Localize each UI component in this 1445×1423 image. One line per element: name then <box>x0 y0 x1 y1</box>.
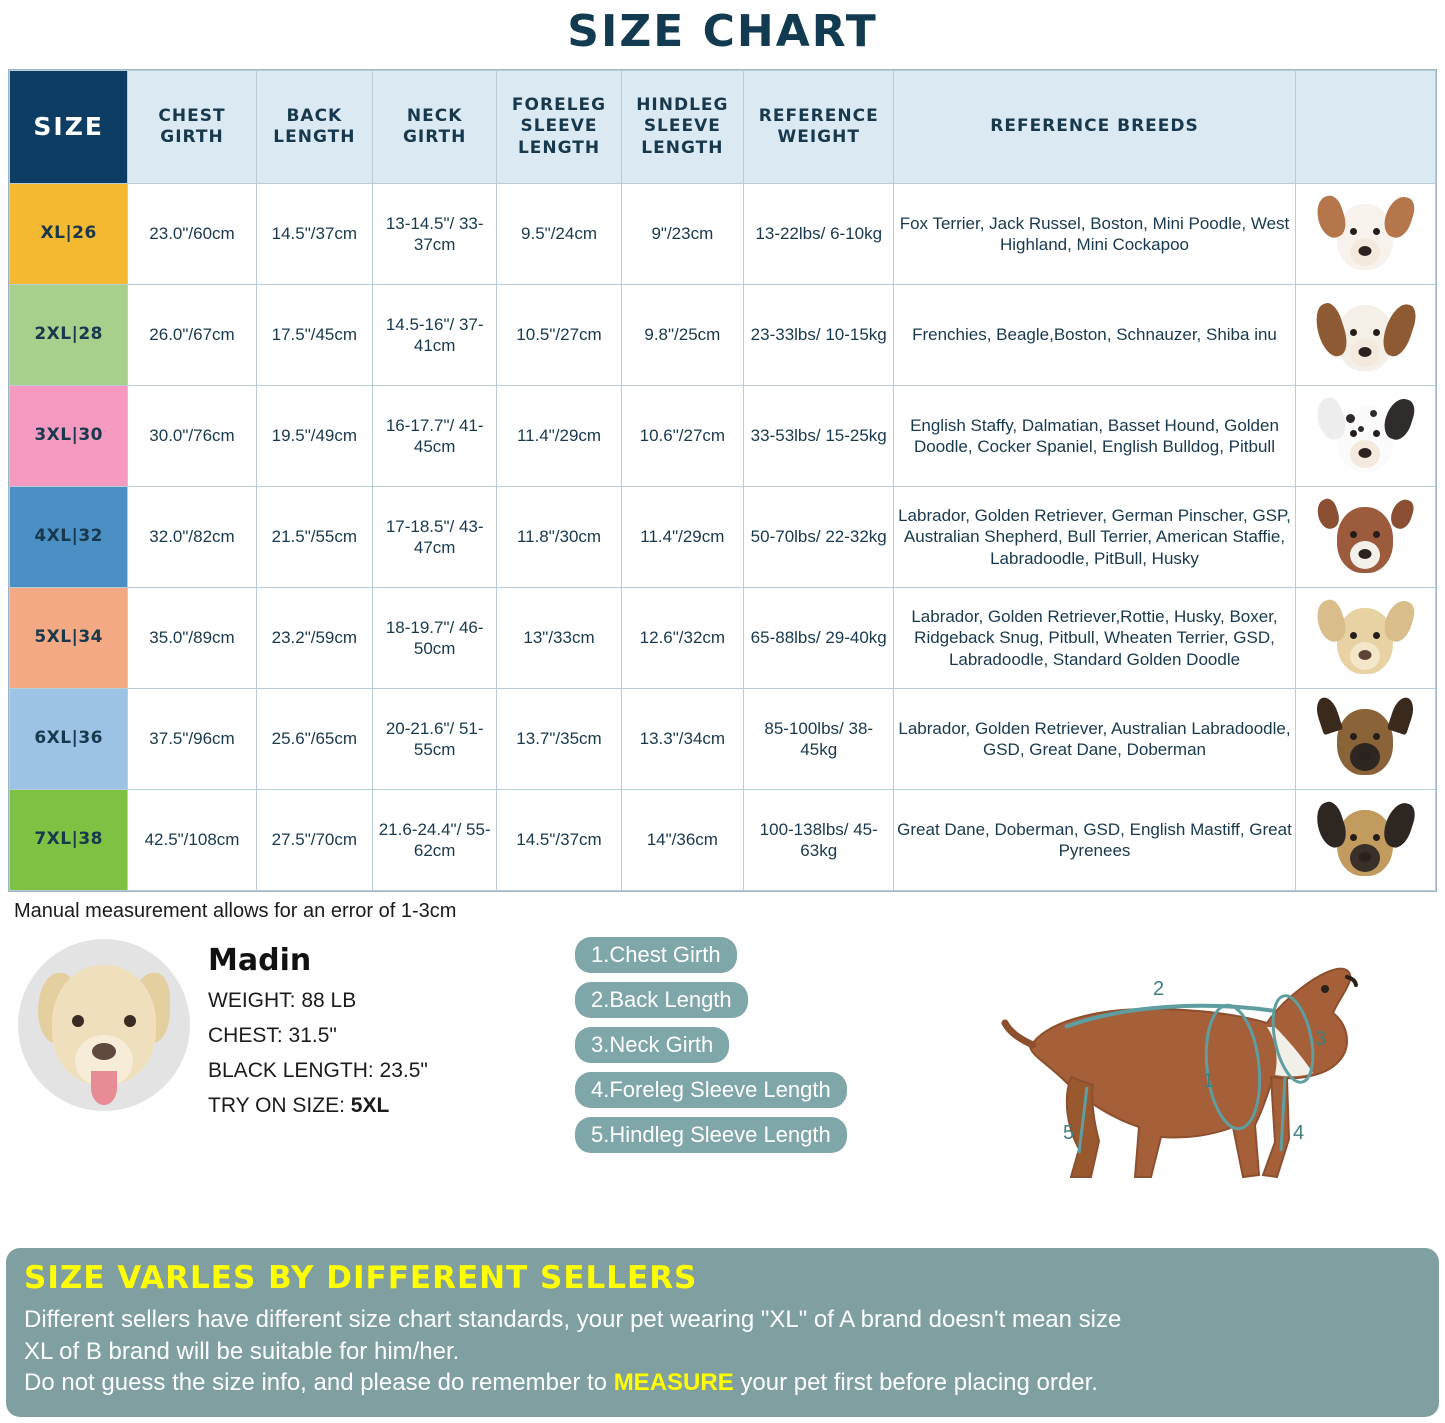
pet-chest: CHEST: 31.5" <box>208 1024 337 1047</box>
foreleg-value: 13"/33cm <box>497 588 621 689</box>
jack-russell-terrier-photo <box>1306 190 1424 278</box>
back-value: 27.5"/70cm <box>256 790 372 891</box>
labrador-photo <box>1306 594 1424 682</box>
weight-value: 65-88lbs/ 29-40kg <box>744 588 894 689</box>
back-value: 25.6"/65cm <box>256 689 372 790</box>
banner-line-3-post: your pet first before placing order. <box>733 1369 1098 1397</box>
weight-value: 100-138lbs/ 45-63kg <box>744 790 894 891</box>
dalmatian-photo <box>1306 392 1424 480</box>
table-body <box>10 184 1436 891</box>
legend-item-hindleg-sleeve-length: 5.Hindleg Sleeve Length <box>575 1117 847 1153</box>
banner-line-3 <box>24 1367 1421 1399</box>
diagram-label-1: 1 <box>1203 1070 1215 1092</box>
chest-value: 32.0"/82cm <box>128 487 256 588</box>
chest-value: 42.5"/108cm <box>128 790 256 891</box>
neck-value: 16-17.7"/ 41-45cm <box>373 386 497 487</box>
banner-line-1: Different sellers have different size chart standards, your pet wearing "XL" of A brand doesn't mean size <box>24 1305 1122 1333</box>
hindleg-value: 10.6"/27cm <box>621 386 743 487</box>
breed-photo-cell <box>1295 184 1435 285</box>
neck-value: 18-19.7"/ 46-50cm <box>373 588 497 689</box>
size-label: 4XL|32 <box>10 487 128 588</box>
breed-photo-cell <box>1295 487 1435 588</box>
breed-photo-cell <box>1295 285 1435 386</box>
column-header-hindleg-sleeve-length: HINDLEG SLEEVE LENGTH <box>621 71 743 184</box>
pet-name: Madin <box>208 943 312 978</box>
breeds-value: Labrador, Golden Retriever, German Pinscher, GSP, Australian Shepherd, Bull Terrier, American Staffie, Labradoodle, PitBull, Husky <box>894 487 1295 588</box>
foreleg-value: 10.5"/27cm <box>497 285 621 386</box>
diagram-label-5: 5 <box>1063 1122 1075 1144</box>
table-row <box>10 790 1436 891</box>
back-value: 21.5"/55cm <box>256 487 372 588</box>
weight-value: 23-33lbs/ 10-15kg <box>744 285 894 386</box>
avatar <box>18 939 190 1111</box>
american-staffie-photo <box>1306 493 1424 581</box>
table-row <box>10 487 1436 588</box>
weight-value: 13-22lbs/ 6-10kg <box>744 184 894 285</box>
measurement-note: Manual measurement allows for an error of 1-3cm <box>14 900 457 922</box>
table-row <box>10 285 1436 386</box>
foreleg-value: 9.5"/24cm <box>497 184 621 285</box>
diagram-label-4: 4 <box>1293 1122 1305 1144</box>
legend-item-chest-girth: 1.Chest Girth <box>575 937 737 973</box>
column-header-reference-breeds: REFERENCE BREEDS <box>894 71 1295 184</box>
foreleg-value: 11.8"/30cm <box>497 487 621 588</box>
breeds-value: Great Dane, Doberman, GSD, English Mastiff, Great Pyrenees <box>894 790 1295 891</box>
table-row <box>10 588 1436 689</box>
column-header-foreleg-sleeve-length: FORELEG SLEEVE LENGTH <box>497 71 621 184</box>
chest-value: 35.0"/89cm <box>128 588 256 689</box>
pet-back-length: BLACK LENGTH: 23.5" <box>208 1059 428 1082</box>
banner-measure-highlight: MEASURE <box>613 1369 734 1397</box>
table-header <box>10 71 1436 184</box>
try-on-size-value: 5XL <box>350 1094 390 1117</box>
chest-value: 30.0"/76cm <box>128 386 256 487</box>
size-chart-table-wrap <box>8 69 1437 892</box>
foreleg-value: 13.7"/35cm <box>497 689 621 790</box>
chest-value: 23.0"/60cm <box>128 184 256 285</box>
size-label: 5XL|34 <box>10 588 128 689</box>
size-label: 2XL|28 <box>10 285 128 386</box>
dog-measurement-diagram <box>975 927 1445 1217</box>
hindleg-value: 9.8"/25cm <box>621 285 743 386</box>
hindleg-value: 14"/36cm <box>621 790 743 891</box>
weight-value: 85-100lbs/ 38-45kg <box>744 689 894 790</box>
breed-photo-cell <box>1295 790 1435 891</box>
seller-size-warning-banner <box>6 1248 1439 1417</box>
pet-try-on-size <box>208 1094 428 1118</box>
pet-weight: WEIGHT: 88 LB <box>208 989 357 1012</box>
hindleg-value: 11.4"/29cm <box>621 487 743 588</box>
column-header-photo <box>1295 71 1435 184</box>
neck-value: 17-18.5"/ 43-47cm <box>373 487 497 588</box>
foreleg-value: 11.4"/29cm <box>497 386 621 487</box>
legend-item-neck-girth: 3.Neck Girth <box>575 1027 729 1063</box>
column-header-reference-weight: REFERENCE WEIGHT <box>744 71 894 184</box>
neck-value: 14.5-16"/ 37-41cm <box>373 285 497 386</box>
neck-value: 20-21.6"/ 51-55cm <box>373 689 497 790</box>
weight-value: 33-53lbs/ 15-25kg <box>744 386 894 487</box>
size-chart-table <box>9 70 1436 891</box>
table-row <box>10 386 1436 487</box>
neck-value: 13-14.5"/ 33-37cm <box>373 184 497 285</box>
chest-value: 37.5"/96cm <box>128 689 256 790</box>
back-value: 19.5"/49cm <box>256 386 372 487</box>
great-dane-photo <box>1306 796 1424 884</box>
hindleg-value: 13.3"/34cm <box>621 689 743 790</box>
dog-illustration <box>1005 969 1356 1177</box>
try-on-size-label: TRY ON SIZE: <box>208 1094 345 1117</box>
breeds-value: Frenchies, Beagle,Boston, Schnauzer, Shiba inu <box>894 285 1295 386</box>
beagle-photo <box>1306 291 1424 379</box>
breeds-value: Fox Terrier, Jack Russel, Boston, Mini Poodle, West Highland, Mini Cockapoo <box>894 184 1295 285</box>
profile-info <box>208 939 428 1129</box>
column-header-back-length: BACK LENGTH <box>256 71 372 184</box>
breed-photo-cell <box>1295 588 1435 689</box>
banner-line-3-pre: Do not guess the size info, and please do remember to <box>24 1369 614 1397</box>
back-value: 23.2"/59cm <box>256 588 372 689</box>
diagram-label-3: 3 <box>1315 1028 1327 1050</box>
back-value: 14.5"/37cm <box>256 184 372 285</box>
middle-section <box>0 927 1445 1217</box>
table-row <box>10 689 1436 790</box>
diagram-label-2: 2 <box>1153 978 1165 1000</box>
size-label: XL|26 <box>10 184 128 285</box>
foreleg-value: 14.5"/37cm <box>497 790 621 891</box>
measurement-legend <box>575 937 945 1162</box>
column-header-chest-girth: CHEST GIRTH <box>128 71 256 184</box>
german-shepherd-photo <box>1306 695 1424 783</box>
weight-value: 50-70lbs/ 22-32kg <box>744 487 894 588</box>
size-label: 6XL|36 <box>10 689 128 790</box>
table-row <box>10 184 1436 285</box>
legend-item-back-length: 2.Back Length <box>575 982 748 1018</box>
breed-photo-cell <box>1295 386 1435 487</box>
hindleg-value: 12.6"/32cm <box>621 588 743 689</box>
column-header-size: SIZE <box>10 71 128 184</box>
size-label: 3XL|30 <box>10 386 128 487</box>
banner-body <box>24 1304 1421 1399</box>
banner-title: SIZE VARLES BY DIFFERENT SELLERS <box>24 1259 698 1296</box>
breeds-value: Labrador, Golden Retriever,Rottie, Husky, Boxer, Ridgeback Snug, Pitbull, Wheaten Terrier, GSD, Labradoodle, Standard Golden Doodle <box>894 588 1295 689</box>
size-label: 7XL|38 <box>10 790 128 891</box>
breed-photo-cell <box>1295 689 1435 790</box>
breeds-value: Labrador, Golden Retriever, Australian Labradoodle, GSD, Great Dane, Doberman <box>894 689 1295 790</box>
page-title: SIZE CHART <box>567 6 878 57</box>
breeds-value: English Staffy, Dalmatian, Basset Hound, Golden Doodle, Cocker Spaniel, English Bulldog, Pitbull <box>894 386 1295 487</box>
column-header-neck-girth: NECK GIRTH <box>373 71 497 184</box>
neck-value: 21.6-24.4"/ 55-62cm <box>373 790 497 891</box>
banner-line-2: XL of B brand will be suitable for him/her. <box>24 1337 460 1365</box>
pet-profile <box>18 939 538 1129</box>
chest-value: 26.0"/67cm <box>128 285 256 386</box>
legend-item-foreleg-sleeve-length: 4.Foreleg Sleeve Length <box>575 1072 847 1108</box>
hindleg-value: 9"/23cm <box>621 184 743 285</box>
back-value: 17.5"/45cm <box>256 285 372 386</box>
